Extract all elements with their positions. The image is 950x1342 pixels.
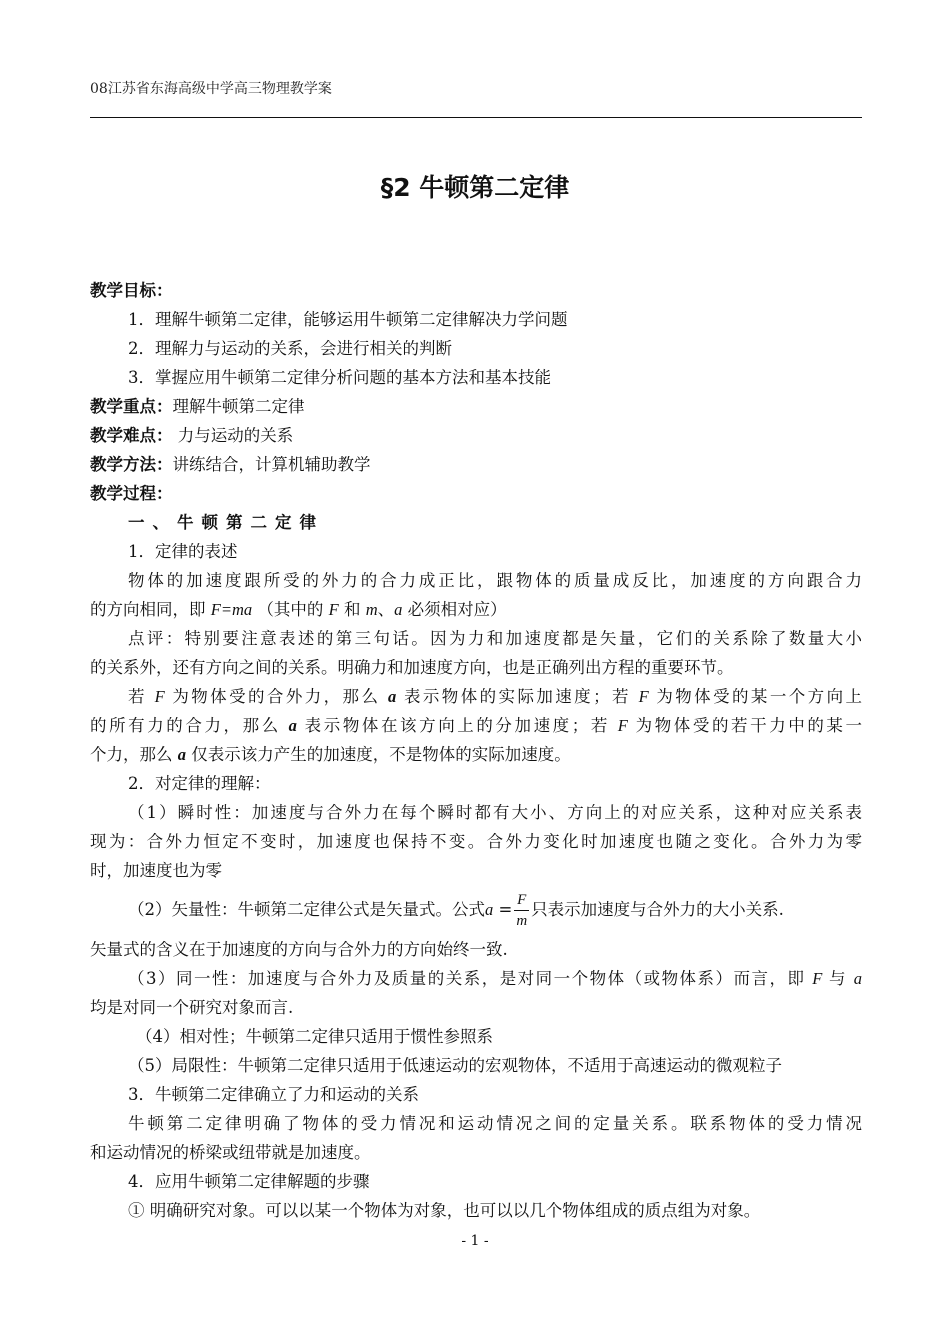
fraction-numerator: F — [514, 890, 529, 911]
text-span: 仅表示该力产生的加速度，不是物体的实际加速度。 — [186, 745, 571, 764]
symbol-a: a — [388, 687, 397, 706]
text-span: （3）同一性：加速度与合外力及质量的关系，是对同一个物体（或物体系）而言，即 — [128, 969, 813, 988]
symbol-a: a — [853, 969, 862, 988]
fraction-denominator: m — [516, 913, 528, 929]
key-point-label: 教学重点： — [90, 397, 173, 416]
header-rule — [90, 117, 862, 118]
text-span: 个力，那么 — [90, 745, 178, 764]
subheading-2: 2．对定律的理解： — [128, 774, 271, 793]
goal-item-3: 3．掌握应用牛顿第二定律分析问题的基本方法和基本技能 — [128, 368, 551, 387]
text-span: 必须相对应） — [402, 600, 507, 619]
understanding-1-line-3: 时，加速度也为零 — [90, 861, 222, 880]
symbol-f: F — [154, 687, 165, 706]
comment-line-2: 的关系外，还有方向之间的关系。明确力和加速度方向，也是正确列出方程的重要环节。 — [90, 658, 734, 677]
symbol-f: F — [812, 969, 823, 988]
understanding-1-line-1: （1）瞬时性：加速度与合外力在每个瞬时都有大小、方向上的对应关系，这种对应关系表 — [128, 803, 862, 822]
understanding-4: （4）相对性；牛顿第二定律只适用于惯性参照系 — [136, 1027, 493, 1046]
symbol-a: a — [485, 900, 494, 919]
page-header: 08江苏省东海高级中学高三物理教学案 — [90, 81, 332, 97]
text-span: 表示物体的实际加速度；若 — [396, 687, 639, 706]
symbol-m: m — [365, 600, 378, 619]
comment-line-1: 点评：特别要注意表述的第三句话。因为力和加速度都是矢量，它们的关系除了数量大小 — [128, 629, 862, 648]
text-span: 为物体受的若干力中的某一 — [627, 716, 862, 735]
paragraph-3-line-1: 牛顿第二定律明确了物体的受力情况和运动情况之间的定量关系。联系物体的受力情况 — [128, 1114, 862, 1133]
understanding-2-line-2: 矢量式的含义在于加速度的方向与合外力的方向始终一致. — [90, 940, 508, 959]
page-title: §2 牛顿第二定律 — [380, 173, 570, 202]
paragraph-2-line-2 — [90, 711, 862, 740]
section-heading: 一、牛顿第二定律 — [128, 513, 324, 532]
subheading-1: 1．定律的表述 — [128, 542, 238, 561]
understanding-3-line-2: 均是对同一个研究对象而言. — [90, 998, 294, 1017]
paragraph-1-line-1: 物体的加速度跟所受的外力的合力成正比，跟物体的质量成反比，加速度的方向跟合力 — [128, 571, 862, 590]
symbol-f: F — [638, 687, 649, 706]
difficulty-row — [90, 421, 862, 450]
text-span: （其中的 — [252, 600, 329, 619]
text-span: （2）矢量性：牛顿第二定律公式是矢量式。公式 — [128, 900, 485, 919]
text-span: 若 — [128, 687, 155, 706]
subheading-3: 3．牛顿第二定律确立了力和运动的关系 — [128, 1085, 419, 1104]
symbol-f: F — [617, 716, 628, 735]
step-1: ① 明确研究对象。可以以某一个物体为对象，也可以以几个物体组成的质点组为对象。 — [128, 1201, 761, 1220]
text-span: 只表示加速度与合外力的大小关系. — [531, 900, 784, 919]
method-row — [90, 450, 862, 479]
document-body — [90, 276, 862, 1225]
formula-f-ma: F=ma — [210, 600, 253, 619]
understanding-2-line-1 — [90, 885, 862, 935]
page-number: - 1 - — [461, 1233, 489, 1249]
symbol-a: a — [394, 600, 403, 619]
method-label: 教学方法： — [90, 455, 173, 474]
difficulty-text: 力与运动的关系 — [172, 426, 294, 445]
key-point-row — [90, 392, 862, 421]
subheading-4: 4．应用牛顿第二定律解题的步骤 — [128, 1172, 370, 1191]
understanding-3-line-1 — [90, 964, 862, 993]
symbol-a: a — [177, 745, 186, 764]
text-span: 的方向相同，即 — [90, 600, 211, 619]
symbol-f: F — [328, 600, 339, 619]
goal-item-2: 2．理解力与运动的关系，会进行相关的判断 — [128, 339, 452, 358]
text-span: 表示物体在该方向上的分加速度；若 — [296, 716, 618, 735]
text-span: 与 — [822, 969, 854, 988]
fraction-f-over-m — [514, 890, 529, 931]
text-span: 的所有力的合力，那么 — [90, 716, 289, 735]
method-text: 讲练结合，计算机辅助教学 — [172, 455, 371, 474]
understanding-5: （5）局限性：牛顿第二定律只适用于低速运动的宏观物体，不适用于高速运动的微观粒子 — [128, 1056, 782, 1075]
goals-label: 教学目标： — [90, 281, 173, 300]
paragraph-1-line-2 — [90, 595, 862, 624]
text-span: 、 — [377, 600, 395, 619]
paragraph-2-line-3 — [90, 740, 862, 769]
text-span: 和 — [338, 600, 366, 619]
text-span: 为物体受的合外力，那么 — [164, 687, 389, 706]
paragraph-2-line-1 — [90, 682, 862, 711]
paragraph-3-line-2: 和运动情况的桥梁或纽带就是加速度。 — [90, 1143, 371, 1162]
process-label: 教学过程： — [90, 484, 173, 503]
key-point-text: 理解牛顿第二定律 — [172, 397, 305, 416]
text-span: 为物体受的某一个方向上 — [648, 687, 862, 706]
difficulty-label: 教学难点： — [90, 426, 173, 445]
understanding-1-line-2: 现为：合外力恒定不变时，加速度也保持不变。合外力变化时加速度也随之变化。合外力为零 — [90, 832, 862, 851]
goal-item-1: 1．理解牛顿第二定律，能够运用牛顿第二定律解决力学问题 — [128, 310, 568, 329]
symbol-a: a — [288, 716, 297, 735]
equals-sign: = — [493, 900, 513, 919]
